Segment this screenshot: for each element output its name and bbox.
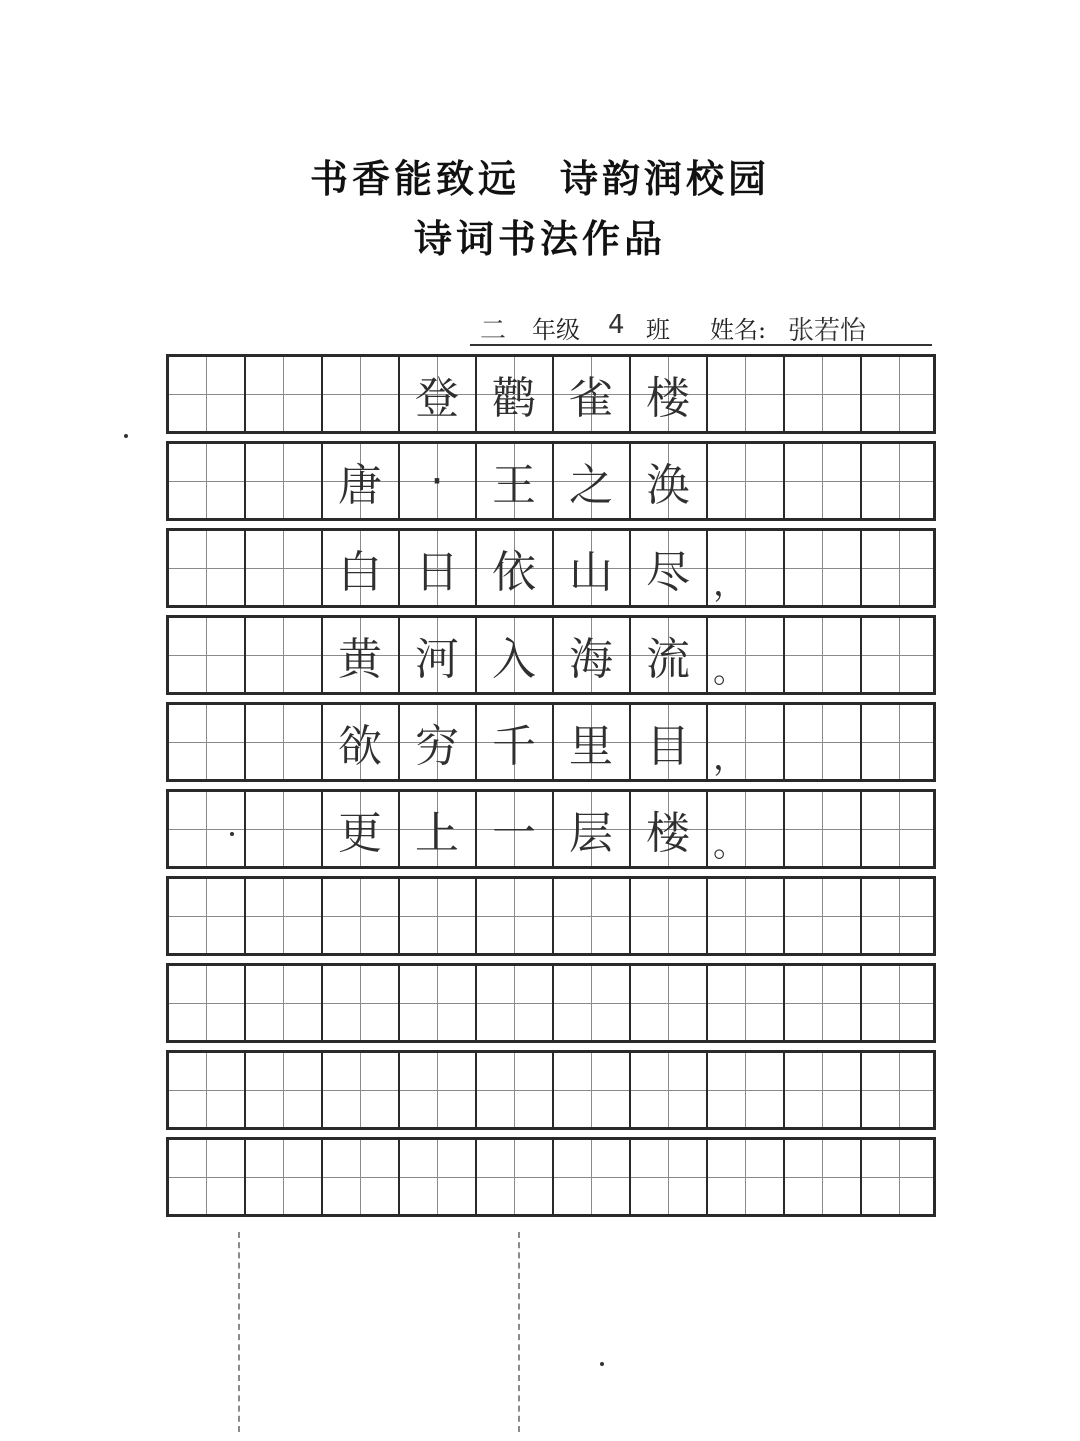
class-value: 4 [608,310,625,340]
grid-row-author [166,441,936,521]
class-label: 班 [646,316,670,344]
grid-row-line-3 [166,702,936,782]
grid-char: 一 [492,808,536,859]
grid-char: 海 [569,634,613,685]
grid-char: 登 [415,373,459,424]
grid-char: 楼 [646,808,690,859]
scan-speck [124,434,128,438]
grid-row-line-2 [166,615,936,695]
grid-char: 层 [569,808,613,859]
grid-char: 河 [415,634,459,685]
grid-char: 依 [492,547,536,598]
name-label: 姓名: [710,316,767,344]
scan-artifact-line [238,1232,240,1432]
grid-char: 日 [415,547,459,598]
grid-char: 千 [492,721,536,772]
grid-row-line-4 [166,789,936,869]
title-part-1: 书香能致远 [309,156,520,201]
grid-char: 里 [569,721,613,772]
grade-label: 年级 [532,316,580,344]
grid-char: 穷 [415,721,459,772]
grid-char: 涣 [646,460,690,511]
grid-punct: ， [713,564,747,604]
grid-row-empty [166,963,936,1043]
grade-value: 二 [480,316,507,346]
grid-punct: 。 [713,651,747,691]
grid-char: 楼 [646,373,690,424]
grid-char: 之 [569,460,613,511]
grid-char: 雀 [569,373,613,424]
grid-char: 唐 [338,460,382,511]
grid-char: 尽 [646,547,690,598]
grid-row-title [166,354,936,434]
grid-char: 目 [646,721,690,772]
grid-char: 山 [569,547,613,598]
grid-char: 流 [646,634,690,685]
scan-speck [230,832,234,836]
scan-artifact-line [518,1232,520,1432]
grid-char: 王 [492,460,536,511]
grid-char: 鹳 [492,373,536,424]
grid-char: · [430,455,444,507]
grid-char: 更 [338,808,382,859]
grid-row-empty [166,1137,936,1217]
grid-row-empty [166,876,936,956]
page-subtitle: 诗词书法作品 [413,216,666,261]
grid-char: 入 [492,634,536,685]
student-name: 张若怡 [788,316,867,346]
grid-row-line-1 [166,528,936,608]
grid-punct: 。 [713,825,747,865]
scan-speck [600,1362,604,1366]
title-part-2: 诗韵润校园 [560,156,771,201]
grid-punct: ， [713,738,747,778]
grid-char: 白 [338,547,382,598]
page-title [0,148,1080,203]
student-info-line [470,304,932,346]
grid-char: 黄 [338,634,382,685]
grid-row-empty [166,1050,936,1130]
grid-char: 欲 [338,721,382,772]
grid-char: 上 [415,808,459,859]
